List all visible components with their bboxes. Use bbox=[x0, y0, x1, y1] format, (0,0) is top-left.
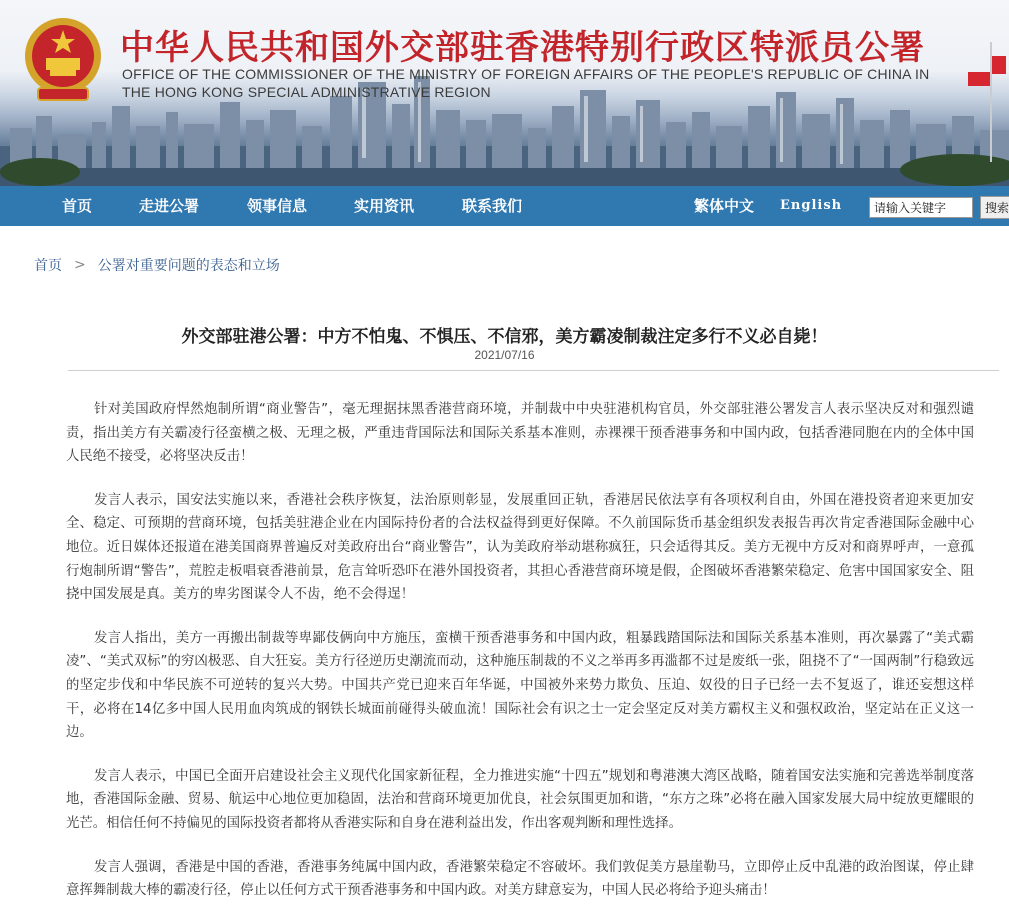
nav-item-info[interactable]: 实用资讯 bbox=[354, 197, 415, 215]
article-date: 2021/07/16 bbox=[474, 348, 535, 362]
breadcrumb-home-link[interactable]: 首页 bbox=[34, 258, 62, 274]
article-paragraph: 发言人强调，香港是中国的香港，香港事务纯属中国内政，香港繁荣稳定不容破坏。我们敦促美方悬崖勒马，立即停止反中乱港的政治图谋，停止肆意挥舞制裁大棒的霸凌行径，停止以任何方式干预香港事务和中国内政。对美方肆意妄为，中国人民必将给予迎头痛击！ bbox=[66, 859, 974, 899]
nav-item-contact[interactable]: 联系我们 bbox=[462, 197, 523, 215]
article-paragraph: 发言人指出，美方一再搬出制裁等卑鄙伎俩向中方施压，蛮横干预香港事务和中国内政，粗暴践踏国际法和国际关系基本准则，再次暴露了“美式霸凌”、“美式双标”的穷凶极恶、自大狂妄。美方行径逆历史潮流而动，这种施压制裁的不义之举再多再滥都不过是废纸一张，阻挠不了“一国两制”行稳致远的坚定步伐和中华民族不可逆转的复兴大势。中国共产党已迎来百年华诞，中国被外来势力欺负、压迫、奴役的日子已经一去不复返了，谁还妄想这样干，必将在14亿多中国人民用血肉筑成的钢铁长城面前碰得头破血流！国际社会有识之士一定会坚定反对美方霸权主义和强权政治，坚定站在正义这一边。 bbox=[66, 630, 974, 741]
article-paragraph: 发言人表示，中国已全面开启建设社会主义现代化国家新征程，全力推进实施“十四五”规划和粤港澳大湾区战略，随着国安法实施和完善选举制度落地，香港国际金融、贸易、航运中心地位更加稳固，法治和营商环境更加优良，社会氛围更加和谐，“东方之珠”必将在融入国家发展大局中绽放更耀眼的光芒。相信任何不持偏见的国际投资者都将从香港实际和自身在港利益出发，作出客观判断和理性选择。 bbox=[66, 768, 974, 831]
site-title-english-line1: OFFICE OF THE COMMISSIONER OF THE MINISTRY OF FOREIGN AFFAIRS OF THE PEOPLE'S REPUBLIC OF CHINA IN bbox=[122, 66, 930, 82]
title-divider bbox=[68, 370, 999, 371]
national-emblem-icon bbox=[22, 14, 104, 104]
lang-english-link[interactable]: English bbox=[780, 198, 843, 213]
main-nav-bar bbox=[0, 186, 1009, 226]
article-body bbox=[66, 398, 974, 923]
site-title-english-line2: THE HONG KONG SPECIAL ADMINISTRATIVE REGION bbox=[122, 84, 491, 100]
breadcrumb-current-link[interactable]: 公署对重要问题的表态和立场 bbox=[97, 258, 280, 274]
hk-flag-icon bbox=[960, 42, 1006, 162]
lang-traditional-link[interactable]: 繁体中文 bbox=[694, 197, 755, 215]
site-title-chinese: 中华人民共和国外交部驻香港特别行政区特派员公署 bbox=[120, 28, 925, 68]
nav-item-consular[interactable]: 领事信息 bbox=[247, 197, 308, 215]
breadcrumb bbox=[34, 255, 280, 275]
header-banner bbox=[0, 0, 1009, 186]
breadcrumb-separator: > bbox=[74, 257, 86, 273]
article-title: 外交部驻港公署：中方不怕鬼、不惧压、不信邪，美方霸凌制裁注定多行不义必自毙！ bbox=[181, 327, 828, 347]
nav-item-home[interactable]: 首页 bbox=[62, 197, 93, 215]
article-paragraph: 针对美国政府悍然炮制所谓“商业警告”，毫无理据抹黑香港营商环境，并制裁中中央驻港机构官员，外交部驻港公署发言人表示坚决反对和强烈谴责，指出美方有关霸凌行径蛮横之极、无理之极，严重违背国际法和国际关系基本准则，赤裸裸干预香港事务和中国内政，包括香港同胞在内的全体中国人民绝不接受，必将坚决反击！ bbox=[66, 402, 974, 465]
article-paragraph: 发言人表示，国安法实施以来，香港社会秩序恢复，法治原则彰显，发展重回正轨，香港居民依法享有各项权利自由，外国在港投资者迎来更加安全、稳定、可预期的营商环境，包括美驻港企业在内国际持份者的合法权益得到更好保障。不久前国际货币基金组织发表报告再次肯定香港国际金融中心地位。近日媒体还报道在港美国商界普遍反对美政府出台“商业警告”，认为美政府举动堪称疯狂，只会适得其反。美方无视中方反对和商界呼声，一意孤行炮制所谓“警告”，荒腔走板唱衰香港前景，危言耸听恐吓在港外国投资者，其担心香港营商环境是假，企图破坏香港繁荣稳定、危害中国国家安全、阻挠中国发展是真。美方的卑劣图谋令人不齿，绝不会得逞！ bbox=[66, 492, 974, 603]
nav-item-about[interactable]: 走进公署 bbox=[139, 197, 200, 215]
search-input[interactable] bbox=[869, 197, 973, 218]
search-button[interactable]: 搜索 bbox=[980, 196, 1009, 219]
